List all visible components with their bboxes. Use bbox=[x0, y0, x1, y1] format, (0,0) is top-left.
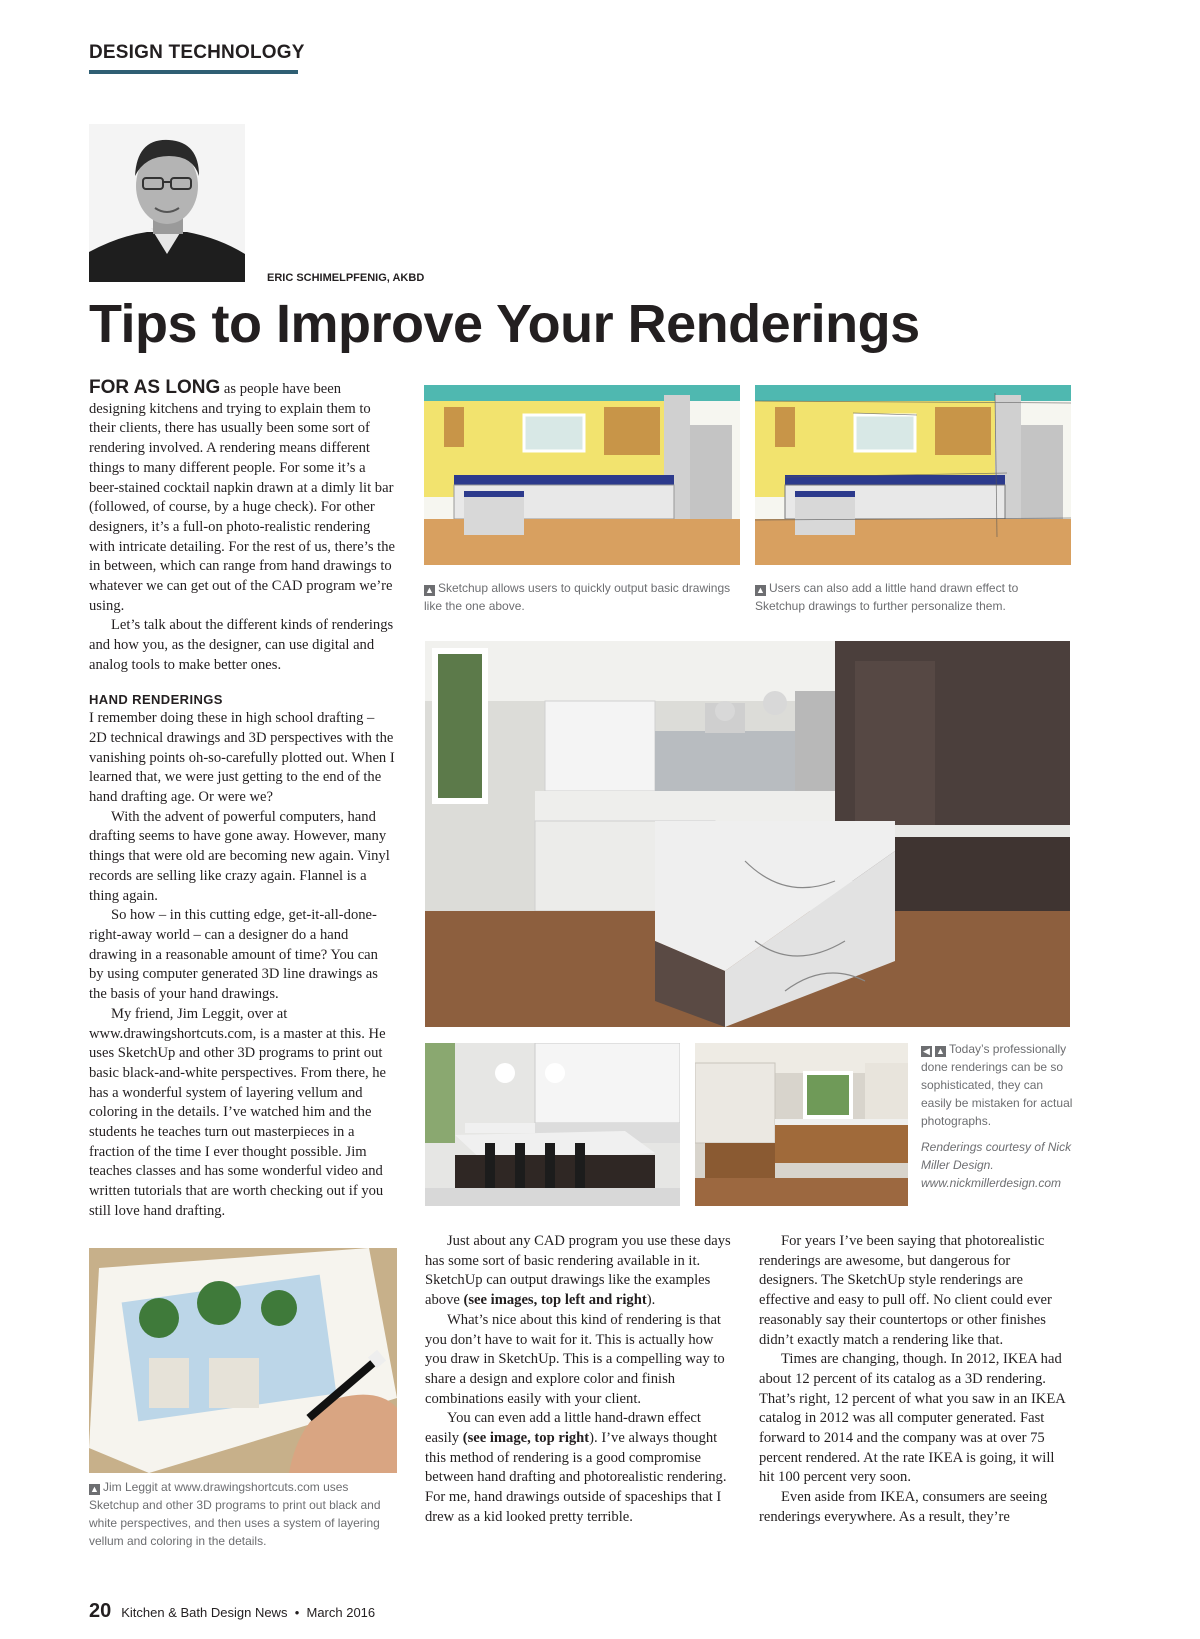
caption-courtesy: Renderings courtesy of Nick Miller Design. www.nickmillerdesign.com bbox=[921, 1140, 1072, 1190]
caption-sketchup-basic bbox=[424, 579, 740, 615]
caption-arrow-up-icon: ▲ bbox=[936, 1046, 945, 1056]
paragraph bbox=[425, 1409, 735, 1527]
caption-arrow-icon: ▲ bbox=[756, 585, 765, 595]
caption-text: Jim Leggit at www.drawingshortcuts.com uses Sketchup and other 3D programs to print out black and white perspectives, and then uses a system of layering vellum and coloring in the details. bbox=[89, 1480, 381, 1548]
caption-jim-leggit bbox=[89, 1478, 389, 1550]
paragraph-text: ). I’ve always thought this method of rendering is a good compromise between hand drafting and photorealistic rendering. For me, hand drawings outside of spaceships that I drew as a kid looked pretty terrible. bbox=[425, 1430, 727, 1525]
image-reference: (see image, top right bbox=[462, 1430, 590, 1447]
paragraph: For years I’ve been saying that photorealistic renderings are awesome, but dangerous for designers. The SketchUp style renderings are effective and easy to pull off. No client could ever reasonably say their countertops or other finishes didn’t exactly match a rendering like that. bbox=[759, 1233, 1052, 1348]
image-reference: (see images, top left and right bbox=[463, 1292, 647, 1309]
section-label: DESIGN TECHNOLOGY bbox=[89, 42, 305, 63]
caption-arrow-left-icon: ◀ bbox=[921, 1046, 932, 1057]
paragraph: Let’s talk about the different kinds of renderings and how you, as the designer, can use digital and analog tools to make better ones. bbox=[89, 617, 394, 673]
paragraph: Times are changing, though. In 2012, IKEA had about 12 percent of its catalog as a 3D rendering. That’s right, 12 percent of what you saw in an IKEA catalog in 2012 was all computer generated. Fast forward to 2014 and the company was at over 75 percent rendered. At the rate IKEA is going, it will hit 100 percent very soon. bbox=[759, 1351, 1065, 1486]
caption-text: Users can also add a little hand drawn effect to Sketchup drawings to further personalize them. bbox=[755, 581, 1019, 613]
caption-pro-renderings bbox=[921, 1040, 1077, 1192]
page-number: 20 bbox=[89, 1600, 112, 1622]
paragraph-text: ). bbox=[646, 1292, 656, 1309]
paragraph-text: as people have been designing kitchens and trying to explain them to their clients, there has usually been some sort of rendering involved. A rendering means different things to many different people. For some it’s a beer-stained cocktail napkin drawn at a dimly lit bar (followed, of course, by a huge check). For other designers, it’s a full-on photo-realistic rendering with intricate detailing. For the rest of us, there’s the in between, which can range from hand drawings to whatever we can get out of the CAD program we’re using. bbox=[89, 381, 395, 614]
paragraph: My friend, Jim Leggit, over at www.drawingshortcuts.com, is a master at this. He uses SketchUp and other 3D programs to print out basic black-and-white perspectives. From there, he has a wonderful system of layering vellum and coloring in the details. I’ve watched him and the students he teaches turn out masterpieces in a fraction of the time I ever thought possible. Jim teaches classes and has some wonderful video and written tutorials that are worth checking out if you still love hand drafting. bbox=[89, 1005, 387, 1219]
author-photo bbox=[89, 124, 245, 282]
paragraph-text: Just about any CAD program you use these days has some sort of basic rendering available in it. SketchUp can output drawings like the examples above bbox=[425, 1233, 731, 1309]
hand-drawing-photo bbox=[89, 1248, 397, 1473]
rendering-kitchen-island bbox=[425, 1043, 680, 1206]
column-1 bbox=[89, 378, 395, 1222]
paragraph bbox=[425, 1232, 735, 1311]
caption-arrow-icon: ▲ bbox=[425, 585, 434, 595]
paragraph: What’s nice about this kind of rendering is that you don’t have to wait for it. This is actually how you draw in SketchUp. This is a compelling way to share a design and explore color and finish combinations easily with your client. bbox=[425, 1311, 725, 1407]
caption-arrow-icon: ▲ bbox=[90, 1484, 99, 1494]
paragraph: I remember doing these in high school drafting – 2D technical drawings and 3D perspectives with the vanishing points oh-so-carefully plotted out. When I learned that, we were just getting to the end of the hand drafting age. Or were we? bbox=[89, 710, 395, 806]
issue-date: March 2016 bbox=[306, 1605, 376, 1620]
author-byline: ERIC SCHIMELPFENIG, AKBD bbox=[267, 272, 425, 284]
subhead-hand-renderings: HAND RENDERINGS bbox=[89, 691, 223, 707]
sketchup-handdrawn-image bbox=[755, 385, 1071, 565]
paragraph: Even aside from IKEA, consumers are seeing renderings everywhere. As a result, they’re bbox=[759, 1489, 1048, 1525]
intro-paragraph bbox=[89, 378, 395, 616]
section-rule bbox=[89, 70, 298, 74]
footer-separator: • bbox=[294, 1605, 300, 1620]
caption-text: Sketchup allows users to quickly output basic drawings like the one above. bbox=[424, 581, 731, 613]
paragraph: With the advent of powerful computers, hand drafting seems to have gone away. However, many things that were old are becoming new again. Vinyl records are selling like crazy again. Flannel is a thing again. bbox=[89, 808, 390, 904]
photoreal-kitchen-rendering bbox=[425, 641, 1070, 1027]
column-2 bbox=[425, 1232, 735, 1528]
caption-sketchup-hand bbox=[755, 579, 1071, 615]
sketchup-kitchen-image bbox=[424, 385, 740, 565]
caption-text: Today’s professionally done renderings can be so sophisticated, they can easily be mistaken for actual photographs. bbox=[921, 1042, 1073, 1128]
rendering-wood-kitchen bbox=[695, 1043, 908, 1206]
column-3 bbox=[759, 1232, 1070, 1528]
publication-name: Kitchen & Bath Design News bbox=[121, 1605, 288, 1620]
paragraph: So how – in this cutting edge, get-it-all-done-right-away world – can a designer do a hand drawing in a reasonable amount of time? You can by using computer generated 3D line drawings as the basis of your hand drawings. bbox=[89, 907, 378, 1003]
lead-caps: FOR AS LONG bbox=[89, 377, 221, 398]
paragraph-text: You can even add a little hand-drawn effect easily bbox=[425, 1410, 701, 1447]
headline: Tips to Improve Your Renderings bbox=[89, 294, 920, 354]
page-footer bbox=[89, 1600, 375, 1623]
